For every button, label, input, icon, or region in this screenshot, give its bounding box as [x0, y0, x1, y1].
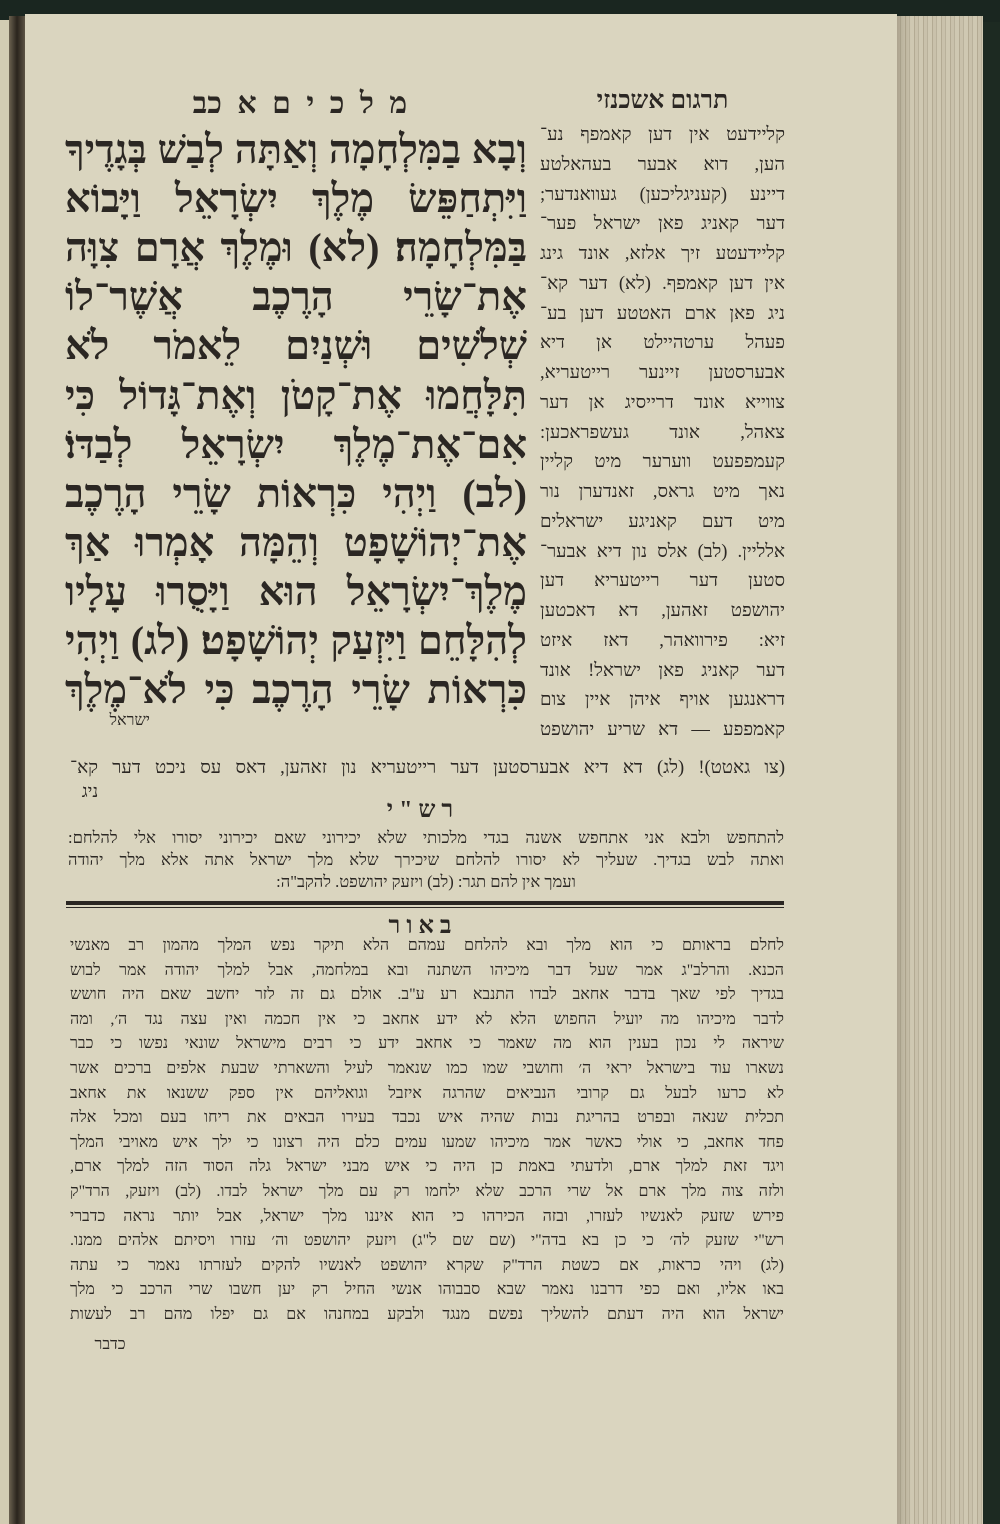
translation-line: סטען דער רייטעריא דען — [540, 571, 785, 592]
book-gutter — [9, 16, 25, 1524]
catchword: ישראל — [109, 712, 150, 729]
translation-line: אין דען קאמפף. (לא) דער קא־ — [540, 273, 785, 294]
scripture-line: אֶת־שָׂרֵי הָרֶכֶב אֲשֶׁר־לוֹ — [65, 274, 527, 320]
biur-heading: ב א ו ר — [388, 913, 452, 939]
translation-line: קליידעט אין דען קאמפף נע־ — [540, 125, 785, 145]
translation-line: דראנגען אויף איהן איין צום — [540, 690, 785, 711]
biur-line: לדבר מיכיהו מה יועיל החפוש הלא לא ידע אחאב כי אין חכמה ואין עצה נגד ה׳, ומה — [70, 1010, 784, 1028]
biur-catchword: כדבר — [94, 1336, 126, 1353]
biur-line: ויגד זאת למלך ארם, ולדעתי באמת כן היה כי איש מבני ישראל גלה הסוד הזה למלך ארם, — [70, 1158, 784, 1176]
translation-line: יהושפט זאהען, דא דאכטען — [540, 601, 785, 621]
biur-line: בגדיך לפי שאך בדבר אחאב לבדו התנבא רע ע"ב. אולם גם זה לזר יחשב שאם היה חושש — [70, 986, 784, 1004]
translation-line: דער קאניג פאן ישראל פער־ — [540, 214, 785, 235]
scripture-line: מֶלֶךְ־יִשְׂרָאֵל הוּא וַיָּסֻרוּ עָלָיו — [65, 568, 527, 614]
translation-heading: תרגום אשכנזי — [596, 87, 729, 114]
scripture-line: (לב) וַיְהִי כִּרְאוֹת שָׂרֵי הָרֶכֶב — [65, 470, 527, 516]
rashi-line: ועמך אין להם תגר: (לב) ויזעק יהושפט. להקב"ה: — [276, 872, 576, 891]
rashi-line: להתחפש ולבא אני אתחפש אשנה בגדי מלכותי שלא יכירוני שאם יכירוני יסורו אלי להלחם: — [68, 828, 784, 847]
biur-line: (לג) ויהי כראות, אם כשטת הרד"ק שקרא יהושפט לאנשיו להקים לעזרתו נאמר כי עתה — [70, 1256, 784, 1274]
scripture-line: לְהִלָּחֵם וַיִּזְעַק יְהוֹשָׁפָט׃ (לג) וַיְהִי — [65, 618, 527, 663]
translation-line: נאך מיט גראס, זאנדערן נור — [540, 482, 785, 502]
translation-line: ניג פאן ארם האטטע דען בע־ — [540, 303, 785, 324]
biur-line: הכנא. והרלב"ג אמר שעל דבר מיכיהו השתנה ובא במלחמה, אבל למלך יהודה אמר לבוש — [70, 961, 784, 979]
scripture-line: בַּמִּלְחָמָה׃ (לא) וּמֶלֶךְ אֲרָם צִוָּה — [65, 225, 527, 271]
divider-thick — [66, 901, 784, 905]
translation-full-line: (צו גאטט)! (לג) דא דיא אבערסטען דער רייטעריא נון זאהען, דאס עס ניכט דער קא־ — [70, 758, 785, 778]
scripture-line: וַיִּתְחַפֵּשׂ מֶלֶךְ יִשְׂרָאֵל וַיָּבוֹא — [65, 176, 527, 222]
rashi-line: ואתה לבש בגדיך. שעליך לא יסורו להלחם שיכירך שלא מלך ישראל אתה אלא מלך יהודה — [68, 850, 784, 869]
biur-line: לא כרעו לבעל גם קרובי הנביאים שהרגה איזבל וגואליהם אין ספק ששנאו את אחאב — [70, 1084, 784, 1102]
translation-line: זיא: פירוואהר, דאז איזט — [540, 630, 785, 651]
biur-line: תכלית שנאה ובפרט בהריגת נבות שהיה איש נכבד בעירו הבאים את ריחו בעם ומכל אלה — [70, 1109, 784, 1127]
biur-line: ולזה צוה מלך ארם אל שרי הרכב שלא ילחמו רק עם מלך ישראל לבדו. (לב) ויזעק, הרד"ק — [70, 1183, 784, 1200]
translation-line: דער קאניג פאן ישראל! אונד — [540, 660, 785, 681]
translation-line: דיינע (קעניגליכען) געוואנדער; — [540, 184, 785, 205]
page-edge-shadow — [897, 16, 911, 1524]
translation-continuation: ניג — [81, 781, 99, 801]
translation-line: מיט דעם קאניגע ישראלים — [540, 511, 785, 532]
scripture-line: תִּלָּחֲמוּ אֶת־קָטֹן וְאֶת־גָּדוֹל כִּי — [65, 372, 527, 418]
biur-line: שיראה לי נכון בענין הוא מה שאמר כי אחאב ידע כי רבים מישראל שונאי נפשו כי כבר — [70, 1035, 784, 1053]
translation-line: פעהל ערטהיילט אן דיא — [540, 333, 785, 354]
biur-line: לחלם בראותם כי הוא מלך ובא להלחם עמהם הלא תיקר נפש המלך מהמון רב מאנשי — [70, 937, 784, 954]
running-head: מ ל כ י ם א כב — [192, 87, 408, 120]
translation-line: אבערסטען זיינער רייטעריא, — [540, 363, 785, 383]
scripture-line: אֶת־יְהוֹשָׁפָט וְהֵמָּה אָמְרוּ אַךְ — [65, 519, 527, 565]
translation-line: צווייא אונד דרייסיג אן דער — [540, 392, 785, 413]
biur-line: פחד אחאב, כי אולי כאשר אמר מיכיהו שמעו עמים כלם היה רצונו כי ילך איש מאויבי המלך — [70, 1133, 784, 1151]
divider-thin — [66, 907, 784, 908]
biur-line: רש"י שזעק לה׳ כי כן בא בדה"י (שם שם ל"ג) ויזעק יהושפט וה׳ עזרו ויסיתם אלהים ממנו. — [70, 1232, 784, 1250]
translation-line: קליידעטע זיך אלזא, אונד גינג — [540, 244, 785, 264]
biur-line: פירש שזעק לאנשיו לעזרו, ובזה הכירהו כי הוא איננו מלך ישראל, אבל יותר נראה כדברי — [70, 1207, 784, 1225]
biur-line: באו אליו, ואם כפי דרבנו נאמר שבא סבבוהו אנשי החיל רק יען חשבו שרי הרכב כי מלך — [70, 1281, 784, 1299]
previous-page-edge — [0, 20, 9, 1524]
translation-line: הען, דוא אבער בעהאלטע — [540, 154, 785, 175]
scripture-line: אִם־אֶת־מֶלֶךְ יִשְׂרָאֵל לְבַדּוֹ׃ — [65, 421, 527, 467]
biur-line: ישראל הוא היה דעתם להשליך נפשם מנגד ולבקע במחנהו אם גם יפלו מהם רב לעשות — [70, 1306, 784, 1323]
translation-line: קעמפפעט ווערער מיט קליין — [540, 452, 785, 473]
translation-line: אלליין. (לב) אלס נון דיא אבער־ — [540, 541, 785, 562]
scripture-line: שְׁלֹשִׁים וּשְׁנַיִם לֵאמֹר לֹא — [65, 323, 527, 369]
translation-line: קאמפפע — דא שריע יהושפט — [540, 720, 785, 740]
rashi-heading: ר ש " י — [386, 797, 454, 823]
scripture-line: כִּרְאוֹת שָׂרֵי הָרֶכֶב כִּי לֹא־מֶלֶךְ — [65, 667, 527, 713]
scripture-line: וְבָא בַמִּלְחָמָה וְאַתָּה לְבַשׁ בְּגָדֶיךָ — [65, 127, 527, 172]
translation-line: צאהל, אונד געשפראכען: — [540, 422, 785, 443]
biur-line: נשארו עוד בישראל יראי ה׳ וחושבי שמו כמו שנאמר לעיל והשארתי שבעת אלפים ברכים אשר — [70, 1060, 784, 1077]
